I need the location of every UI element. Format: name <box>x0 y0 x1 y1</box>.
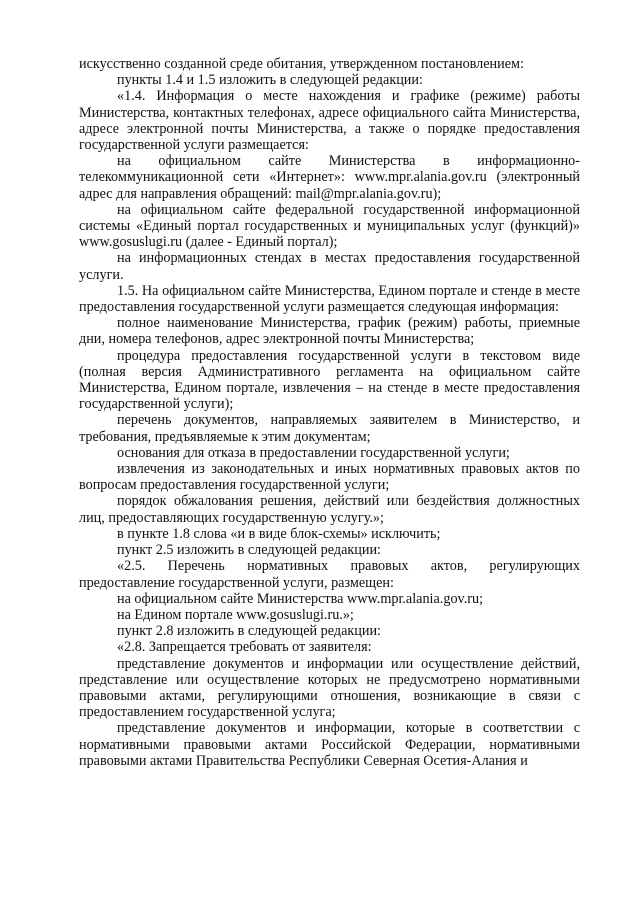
paragraph-6: на информационных стендах в местах предоставления государственной услуги. <box>79 250 580 283</box>
paragraph-1: искусственно созданной среде обитания, утвержденном постановлением: <box>79 56 524 72</box>
paragraph-5: на официальном сайте федеральной государственной информационной системы «Единый портал государственных и муниципальных услуг (функций)» www.gosuslugi.ru (далее - Единый портал); <box>79 201 580 251</box>
paragraph-4: на официальном сайте Министерства в информационно-телекоммуникационной сети «Интернет»: www.mpr.alania.gov.ru (электронный адрес для направления обращений: mail@mpr.alania.gov.ru); <box>79 153 580 202</box>
paragraph-18: на Едином портале www.gosuslugi.ru.»; <box>117 606 354 623</box>
paragraph-13: порядок обжалования решения, действий или бездействия должностных лиц, предоставляющих государственную услугу.»; <box>79 493 580 526</box>
paragraph-14: в пункте 1.8 слова «и в виде блок-схемы» исключить; <box>117 525 441 542</box>
paragraph-17: на официальном сайте Министерства www.mpr.alania.gov.ru; <box>117 590 484 607</box>
paragraph-19: пункт 2.8 изложить в следующей редакции: <box>117 623 381 640</box>
paragraph-3: «1.4. Информация о месте нахождения и графике (режиме) работы Министерства, контактных телефонах, адресе официального сайта Министерства, адресе электронной почты Министерства, а также о порядке предоставления государственной услуги размещается: <box>79 88 580 154</box>
paragraph-21: представление документов и информации или осуществление действий, представление или осуществление которых не предусмотрено нормативными правовыми актами, регулирующими отношения, возникающие в связи с предоставлением государственной услуга; <box>79 655 580 721</box>
paragraph-8: полное наименование Министерства, график (режим) работы, приемные дни, номера телефонов, адрес электронной почты Министерства; <box>79 315 580 348</box>
paragraph-16: «2.5. Перечень нормативных правовых актов, регулирующих предоставление государственной услуги, размещен: <box>79 558 580 591</box>
paragraph-10: перечень документов, направляемых заявителем в Министерство, и требования, предъявляемые к этим документам; <box>79 412 580 445</box>
document-body <box>79 56 580 769</box>
paragraph-15: пункт 2.5 изложить в следующей редакции: <box>117 542 381 559</box>
paragraph-9: процедура предоставления государственной услуги в текстовом виде (полная версия Административного регламента на официальном сайте Министерства, Едином портале, извлечения – на стенде в месте предоставления государственной услуги); <box>79 347 580 413</box>
paragraph-20: «2.8. Запрещается требовать от заявителя: <box>117 639 372 656</box>
paragraph-12: извлечения из законодательных и иных нормативных правовых актов по вопросам предоставления государственной услуги; <box>79 461 580 494</box>
paragraph-7: 1.5. На официальном сайте Министерства, Едином портале и стенде в месте предоставления государственной услуги размещается следующая информация: <box>79 282 580 316</box>
paragraph-2: пункты 1.4 и 1.5 изложить в следующей редакции: <box>117 72 423 89</box>
paragraph-11: основания для отказа в предоставлении государственной услуги; <box>117 444 510 461</box>
paragraph-22: представление документов и информации, которые в соответствии с нормативными правовыми актами Российской Федерации, нормативными правовыми актами Правительства Республики Северная Осетия-Алания и <box>79 720 580 769</box>
